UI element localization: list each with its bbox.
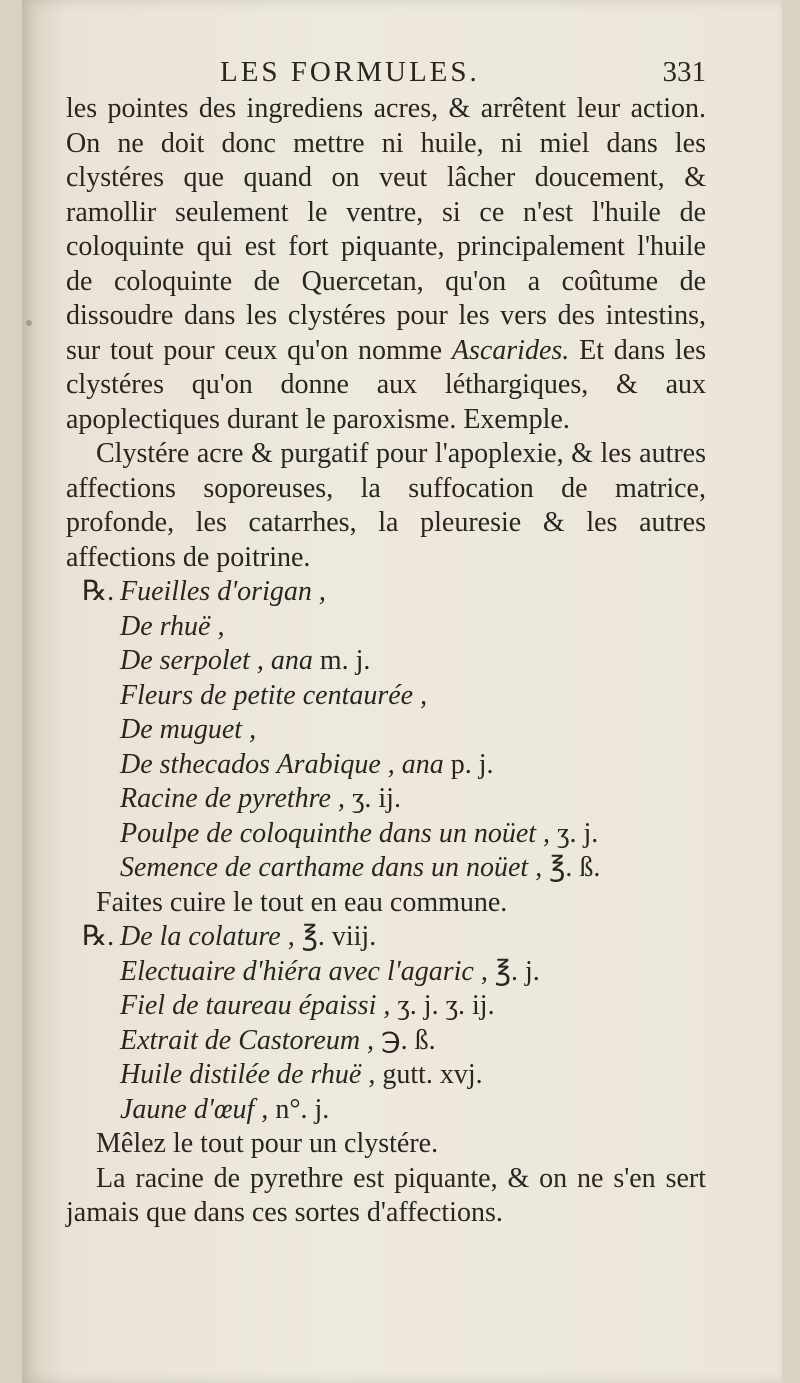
ingredient-name: Huile distilée de rhuë , — [120, 1059, 376, 1090]
page-body — [66, 92, 706, 1231]
ingredient-quantity: ʒ. j. — [550, 817, 599, 849]
page-header — [22, 56, 782, 96]
ingredient-name: De rhuë , — [120, 610, 225, 642]
ingredient-name: Semence de carthame dans un noüet , — [120, 852, 543, 883]
recipe-line — [66, 644, 706, 679]
recipe-line — [66, 610, 706, 645]
recipe-line — [66, 713, 706, 748]
paragraph-1: les pointes des ingrediens acres, & arrêtent leur action. On ne doit donc mettre ni huile, ni miel dans les clystéres que quand on veut lâcher doucement, & ramollir seulement le ventre, si ce n'est l'huile de coloquinte qui est fort piquante, principalement l'huile de coloquinte de Quercetan, qu'on a coûtume de dissoudre dans les clystéres pour les vers des intestins, sur tout pour ceux qu'on nomme Ascarides. Et dans les clystéres qu'on donne aux léthargiques, & aux apoplectiques durant le paroxisme. Exemple. — [66, 93, 707, 435]
book-page — [22, 0, 782, 1383]
recipe-line — [66, 1024, 706, 1059]
ingredient-quantity: n°. j. — [268, 1093, 330, 1125]
ingredient-quantity: ʒ. ij. — [344, 783, 401, 814]
paragraph-3: La racine de pyrethre est piquante, & on ne s'en sert jamais que dans ces sortes d'affections. — [66, 1162, 706, 1228]
ingredient-name: De sthecados Arabique , ana — [120, 748, 444, 780]
ingredient-name: Fueilles d'origan , — [120, 576, 326, 607]
recipe-line — [66, 782, 706, 817]
recipe-line — [66, 920, 706, 955]
ingredient-name: Poulpe de coloquinthe dans un noüet , — [120, 817, 551, 849]
recipe-line — [66, 955, 706, 990]
margin-speck — [26, 320, 32, 326]
recipe-line — [66, 817, 706, 852]
recipe-line — [66, 989, 706, 1024]
running-title: LES FORMULES. — [220, 56, 480, 88]
ingredient-quantity: p. j. — [443, 748, 494, 780]
paragraph-2: Clystére acre & purgatif pour l'apoplexie, & les autres affections soporeuses, la suffocation de matrice, profonde, les catarrhes, la pleuresie & les autres affections de poitrine. — [66, 438, 706, 573]
ingredient-quantity: ʒ. j. ʒ. ij. — [390, 990, 495, 1021]
ingredient-quantity: ℥. ß. — [542, 852, 601, 883]
ingredient-name: Fleurs de petite centaurée , — [120, 679, 428, 711]
ingredient-name: Jaune d'œuf , — [120, 1093, 269, 1125]
ingredient-name: Extrait de Castoreum , — [120, 1024, 375, 1056]
recipe-line — [66, 748, 706, 783]
instruction-2: Mêlez le tout pour un clystére. — [96, 1128, 439, 1159]
ingredient-name: De muguet , — [120, 714, 257, 745]
recipe-symbol: ℞. — [82, 576, 115, 607]
recipe-line — [66, 679, 706, 714]
ingredient-quantity: ℥. viij. — [294, 921, 377, 952]
recipe-line — [66, 1058, 706, 1093]
ingredient-name: De serpolet , ana — [120, 645, 313, 676]
recipe-line — [66, 575, 706, 610]
ingredient-name: Fiel de taureau épaissi , — [120, 990, 391, 1021]
recipe-line — [66, 851, 706, 886]
ingredient-quantity: ℥. j. — [487, 955, 540, 987]
recipe-list-2 — [66, 920, 706, 1127]
page-number: 331 — [662, 56, 706, 88]
recipe-line — [66, 1093, 706, 1128]
ingredient-name: Racine de pyrethre , — [120, 783, 345, 814]
ingredient-quantity: ℈. ß. — [374, 1024, 436, 1056]
italic-term: Ascarides. — [451, 334, 570, 366]
ingredient-quantity: m. j. — [312, 645, 371, 676]
recipe-list-1 — [66, 575, 706, 886]
ingredient-name: De la colature , — [120, 921, 295, 952]
ingredient-name: Electuaire d'hiéra avec l'agaric , — [120, 955, 488, 987]
ingredient-quantity: gutt. xvj. — [375, 1059, 483, 1090]
recipe-symbol: ℞. — [82, 921, 115, 952]
instruction-1: Faites cuire le tout en eau commune. — [96, 886, 508, 918]
